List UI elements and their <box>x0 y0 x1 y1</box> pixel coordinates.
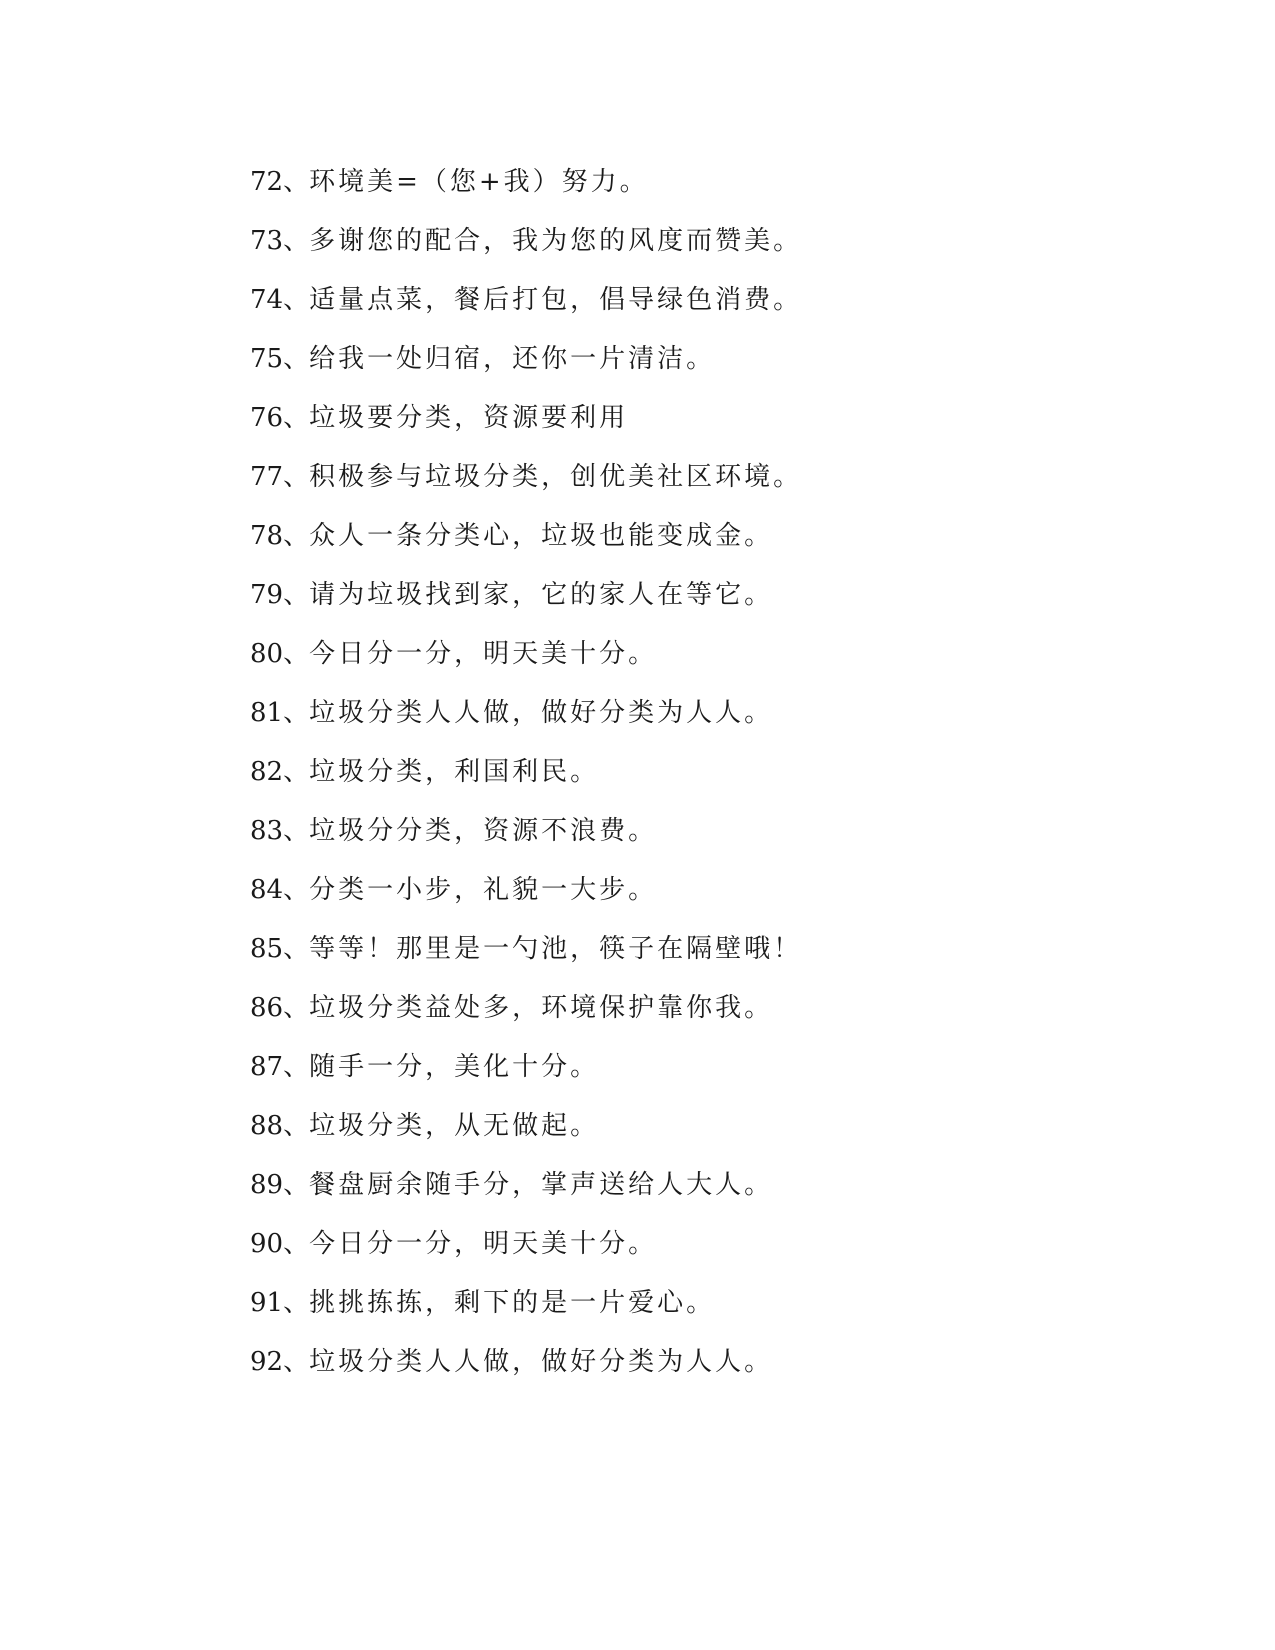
list-item <box>250 514 1150 573</box>
item-number: 80、 <box>250 639 310 669</box>
item-number: 86、 <box>250 993 310 1023</box>
item-number: 73、 <box>250 226 310 256</box>
item-number: 83、 <box>250 816 310 846</box>
item-text: 环境美=（您+我）努力。 <box>309 167 649 197</box>
item-text: 垃圾分类人人做，做好分类为人人。 <box>309 698 774 728</box>
item-text: 多谢您的配合，我为您的风度而赞美。 <box>309 226 803 256</box>
item-number: 85、 <box>250 934 310 964</box>
item-text: 垃圾分类人人做，做好分类为人人。 <box>309 1347 774 1377</box>
item-number: 87、 <box>250 1052 310 1082</box>
item-text: 今日分一分，明天美十分。 <box>309 639 658 669</box>
list-item <box>250 1163 1150 1222</box>
item-number: 89、 <box>250 1170 310 1200</box>
item-text: 垃圾分类，利国利民。 <box>309 757 600 787</box>
item-text: 垃圾分分类，资源不浪费。 <box>309 816 658 846</box>
item-text: 给我一处归宿，还你一片清洁。 <box>309 344 716 374</box>
item-text: 请为垃圾找到家，它的家人在等它。 <box>309 580 774 610</box>
item-number: 75、 <box>250 344 310 374</box>
item-number: 79、 <box>250 580 310 610</box>
list-item <box>250 160 1150 219</box>
item-number: 77、 <box>250 462 310 492</box>
list-item <box>250 278 1150 337</box>
item-text: 等等！那里是一勺池，筷子在隔壁哦！ <box>309 934 803 964</box>
list-item <box>250 1104 1150 1163</box>
item-text: 众人一条分类心，垃圾也能变成金。 <box>309 521 774 551</box>
item-text: 垃圾分类，从无做起。 <box>309 1111 600 1141</box>
list-item <box>250 927 1150 986</box>
list-item <box>250 868 1150 927</box>
item-number: 72、 <box>250 167 310 197</box>
list-item <box>250 219 1150 278</box>
item-number: 78、 <box>250 521 310 551</box>
item-text: 垃圾分类益处多，环境保护靠你我。 <box>309 993 774 1023</box>
list-item <box>250 1045 1150 1104</box>
item-number: 82、 <box>250 757 310 787</box>
item-number: 88、 <box>250 1111 310 1141</box>
list-item <box>250 986 1150 1045</box>
item-number: 92、 <box>250 1347 310 1377</box>
item-number: 74、 <box>250 285 310 315</box>
item-number: 76、 <box>250 403 310 433</box>
item-number: 81、 <box>250 698 310 728</box>
item-text: 垃圾要分类，资源要利用 <box>309 403 629 433</box>
list-item <box>250 1222 1150 1281</box>
list-item <box>250 455 1150 514</box>
item-text: 分类一小步，礼貌一大步。 <box>309 875 658 905</box>
list-item <box>250 1281 1150 1340</box>
list-item <box>250 691 1150 750</box>
list-item <box>250 750 1150 809</box>
list-item <box>250 1340 1150 1399</box>
item-number: 90、 <box>250 1229 310 1259</box>
list-item <box>250 573 1150 632</box>
item-text: 随手一分，美化十分。 <box>309 1052 600 1082</box>
item-text: 今日分一分，明天美十分。 <box>309 1229 658 1259</box>
item-text: 挑挑拣拣，剩下的是一片爱心。 <box>309 1288 716 1318</box>
item-number: 84、 <box>250 875 310 905</box>
item-number: 91、 <box>250 1288 310 1318</box>
slogan-list <box>250 160 1150 1399</box>
item-text: 适量点菜，餐后打包，倡导绿色消费。 <box>309 285 803 315</box>
item-text: 餐盘厨余随手分，掌声送给人大人。 <box>309 1170 774 1200</box>
item-text: 积极参与垃圾分类，创优美社区环境。 <box>309 462 803 492</box>
list-item <box>250 632 1150 691</box>
list-item <box>250 396 1150 455</box>
list-item <box>250 337 1150 396</box>
list-item <box>250 809 1150 868</box>
